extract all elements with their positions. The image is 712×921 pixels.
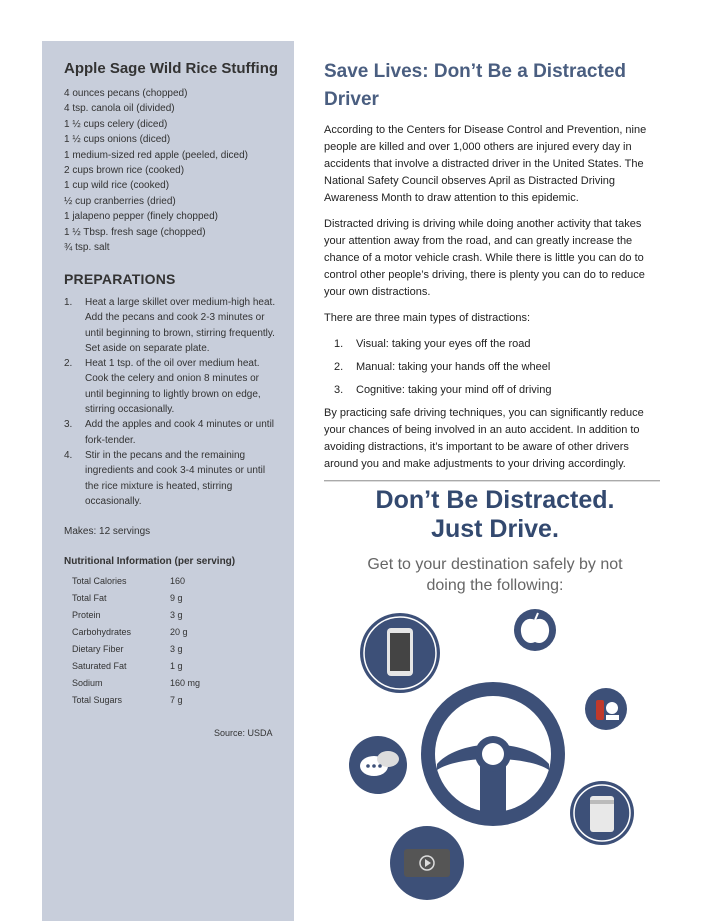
ingredient-item: ¾ tsp. salt <box>64 242 110 254</box>
list-text: Cognitive: taking your mind off of driving <box>356 384 552 396</box>
nutrition-value: 3 g <box>170 609 183 620</box>
step-text: Stir in the pecans and the remaining ingredients and cook 3-4 minutes or until the rice mixture is heated, stirring occasionally. <box>85 449 266 507</box>
steering-wheel-icon <box>421 682 565 826</box>
nutrition-row <box>72 623 200 640</box>
nutrition-value: 160 mg <box>170 677 201 688</box>
promo-subtitle-line: doing the following: <box>426 577 564 594</box>
nutrition-value: 20 g <box>170 626 188 637</box>
step-number: 4. <box>64 449 73 461</box>
nutrition-row <box>72 657 200 674</box>
nutrition-label: Protein <box>72 609 101 620</box>
servings-text: Makes: 12 servings <box>64 526 151 537</box>
nutrition-title: Nutritional Information (per serving) <box>64 556 236 567</box>
article-paragraph: According to the Centers for Disease Control and Prevention, nine people are killed and over 1,000 others are injured every day in accidents that involve a distracted driver in the United States. The National Safety Council observes April as Distracted Driving Awareness Month to draw attention to this epidemic. <box>324 124 647 204</box>
distraction-item <box>324 336 664 353</box>
chat-icon <box>349 736 407 794</box>
recipe-title: Apple Sage Wild Rice Stuffing <box>64 60 279 77</box>
preparation-step <box>64 448 279 509</box>
nutrition-label: Sodium <box>72 677 103 688</box>
nutrition-row <box>72 572 200 589</box>
ingredient-item: 1 cup wild rice (cooked) <box>64 180 170 192</box>
ingredient-item: 2 cups brown rice (cooked) <box>64 165 185 177</box>
promo-title-line: Just Drive. <box>431 515 559 543</box>
step-number: 1. <box>64 297 73 308</box>
drink-can-icon <box>570 781 634 845</box>
nutrition-label: Total Sugars <box>72 694 123 705</box>
step-text: Add the apples and cook 4 minutes or until fork-tender. <box>85 419 275 446</box>
promo-title-line: Don’t Be Distracted. <box>375 486 615 514</box>
preparation-step <box>64 356 279 417</box>
ingredient-item: 1 ½ cups celery (diced) <box>64 118 168 130</box>
list-number: 1. <box>334 338 344 350</box>
ingredient-item: 4 tsp. canola oil (divided) <box>64 103 175 115</box>
nutrition-row <box>72 691 200 708</box>
list-text: Manual: taking your hands off the wheel <box>356 361 551 373</box>
nutrition-value: 160 <box>170 575 186 586</box>
ingredient-item: ½ cup cranberries (dried) <box>64 195 176 207</box>
distraction-item <box>324 359 664 376</box>
ingredient-item: 1 medium-sized red apple (peeled, diced) <box>64 149 248 161</box>
preparations-heading: PREPARATIONS <box>64 271 176 287</box>
list-text: Visual: taking your eyes off the road <box>356 338 531 350</box>
list-number: 2. <box>334 361 344 373</box>
nutrition-value: 7 g <box>170 694 183 705</box>
step-text: Heat a large skillet over medium-high heat. Add the pecans and cook 2-3 minutes or until beginning to brown, stirring frequently. Set aside on separate plate. <box>85 297 276 354</box>
article-paragraph: There are three main types of distractions: <box>324 312 531 324</box>
step-number: 2. <box>64 358 73 370</box>
nutrition-row <box>72 674 200 691</box>
article-paragraph: Distracted driving is driving while doing another activity that takes your attention away from the road, and can greatly increase the chance of a motor vehicle crash. While there is little you can do to control other people’s driving, there is plenty you can do to reduce your own distractions. <box>324 218 645 298</box>
preparation-step <box>64 417 279 448</box>
article-paragraph: By practicing safe driving techniques, you can significantly reduce your chances of being involved in an auto accident. In addition to avoiding distractions, it’s important to be aware of other drivers around you and make adjustments to your driving accordingly. <box>324 407 644 470</box>
article-body <box>324 122 664 482</box>
nutrition-label: Saturated Fat <box>72 660 127 671</box>
source-credit: Source: USDA <box>214 728 273 738</box>
phone-icon <box>360 613 440 693</box>
promo-subtitle-line: Get to your destination safely by not <box>367 556 623 573</box>
ingredient-item: 1 jalapeno pepper (finely chopped) <box>64 211 218 223</box>
nutrition-label: Dietary Fiber <box>72 643 124 654</box>
nutrition-label: Total Calories <box>72 575 127 586</box>
nutrition-label: Total Fat <box>72 592 107 603</box>
distraction-item <box>324 382 664 399</box>
promo-subtitle <box>340 554 650 596</box>
nutrition-row <box>72 589 200 606</box>
article-title: Save Lives: Don’t Be a Distracted Driver <box>324 61 626 110</box>
distraction-list <box>324 336 664 399</box>
ingredient-item: 1 ½ cups onions (diced) <box>64 134 171 146</box>
nutrition-value: 3 g <box>170 643 183 654</box>
nutrition-row <box>72 640 200 657</box>
apple-icon <box>514 609 556 651</box>
nutrition-table <box>72 572 200 708</box>
list-number: 3. <box>334 384 344 396</box>
nutrition-value: 9 g <box>170 592 183 603</box>
section-divider <box>324 480 660 482</box>
nutrition-label: Carbohydrates <box>72 626 132 637</box>
promo-title <box>330 486 660 544</box>
preparation-step <box>64 295 279 356</box>
ingredient-item: 1 ½ Tbsp. fresh sage (chopped) <box>64 226 206 238</box>
nutrition-row <box>72 606 200 623</box>
nutrition-value: 1 g <box>170 660 183 671</box>
step-text: Heat 1 tsp. of the oil over medium heat. Cook the celery and onion 8 minutes or until beginning to lightly brown on edge, stirring occasionally. <box>85 358 261 416</box>
ingredient-item: 4 ounces pecans (chopped) <box>64 88 188 99</box>
makeup-icon <box>585 688 627 730</box>
video-player-icon <box>390 826 464 900</box>
ingredient-list <box>64 86 248 255</box>
step-number: 3. <box>64 419 73 431</box>
preparation-steps <box>64 295 279 509</box>
distraction-graphic <box>340 608 670 921</box>
